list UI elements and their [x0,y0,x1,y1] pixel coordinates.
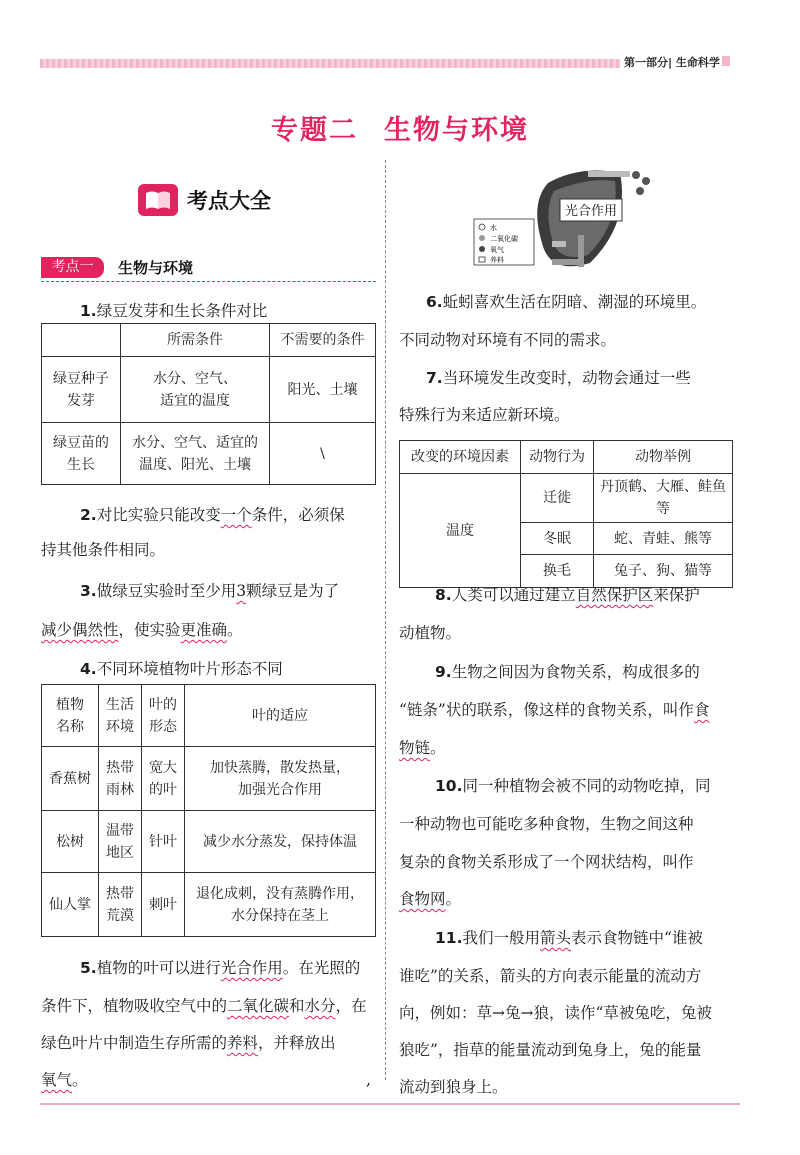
table-cell: 加快蒸腾，散发热量， 加强光合作用 [185,747,376,811]
table-header-cell: 动物行为 [521,441,594,474]
table-cell: 热带 雨林 [99,747,142,811]
kaodian-tag: 考点一 [41,257,104,278]
table-cell: 刺叶 [142,873,185,937]
item-2-line-2: 持其他条件相同。 [41,541,166,559]
table-header-cell: 动物举例 [594,441,733,474]
footer-line [40,1103,740,1105]
item-2-line-1: 2.对比实验只能改变一个条件，必须保 [80,506,345,524]
item-6-line-2: 不同动物对环境有不同的需求。 [399,331,617,349]
table-header-cell: 所需条件 [121,324,270,357]
item-6-line-1: 6.蚯蚓喜欢生活在阴暗、潮湿的环境里。 [426,293,707,311]
stray-mark: , [366,1071,371,1089]
item-9-line-3: 物链。 [399,739,446,757]
header-decor-bar [40,59,620,68]
item-9-line-2: “链条”状的联系，像这样的食物关系，叫作食 [399,701,710,719]
page-title: 专题二 生物与环境 [271,115,529,146]
item-11-line-1: 11.我们一般用箭头表示食物链中“谁被 [435,929,703,947]
item-10-line-3: 复杂的食物关系形成了一个网状结构，叫作 [399,853,694,871]
section-badge-label: 考点大全 [187,189,271,213]
legend-item: 养料 [490,256,504,264]
legend-item: 二氧化碳 [490,235,518,243]
table-cell: 退化成刺，没有蒸腾作用， 水分保持在茎上 [185,873,376,937]
header-decor-block [722,56,730,66]
table-cell: 减少水分蒸发，保持体温 [185,811,376,873]
table-row [42,811,376,873]
kaodian-title: 生物与环境 [118,259,194,277]
book-icon [138,184,178,216]
table-header-row [42,685,376,747]
table-cell: 蛇、青蛙、熊等 [594,523,733,555]
table-cell: 香蕉树 [42,747,99,811]
table-animal-behavior [399,440,733,588]
table-cell: 绿豆苗的 生长 [42,423,121,485]
item-10-line-1: 10.同一种植物会被不同的动物吃掉，同 [435,777,711,795]
table-leaf [41,684,376,937]
item-10-line-2: 一种动物也可能吃多种食物，生物之间这种 [399,815,694,833]
table-cell: 针叶 [142,811,185,873]
legend-item: 氧气 [490,246,504,254]
column-divider [385,160,386,1080]
table-header-cell: 不需要的条件 [270,324,376,357]
table-cell: 水分、空气、适宜的 温度、阳光、土壤 [121,423,270,485]
item-3-line-2: 减少偶然性，使实验更准确。 [41,621,243,639]
table-header-cell: 生活 环境 [99,685,142,747]
item-7-line-1: 7.当环境发生改变时，动物会通过一些 [426,369,691,387]
table-row [42,357,376,423]
table-cell: 冬眠 [521,523,594,555]
table-cell: 丹顶鹤、大雁、鲑鱼等 [594,474,733,523]
table-cell: 宽大 的叶 [142,747,185,811]
table-row [42,747,376,811]
item-4: 4.不同环境植物叶片形态不同 [80,660,283,678]
table-row [42,423,376,485]
kaodian-underline [41,281,376,282]
item-5-line-4: 氧气。 [41,1071,88,1089]
item-8-line-2: 动植物。 [399,624,462,642]
item-11-line-5: 流动到狼身上。 [399,1078,508,1096]
table-header-cell [42,324,121,357]
legend-item: 水 [490,224,497,232]
table-header-cell: 叶的适应 [185,685,376,747]
table-header-row [42,324,376,357]
table-mungbean [41,323,376,485]
table-cell: \ [270,423,376,485]
table-header-cell: 改变的环境因素 [400,441,521,474]
table-cell: 兔子、狗、猫等 [594,555,733,588]
diagram-label: 光合作用 [564,204,618,219]
table-row [400,474,733,523]
item-5-line-2: 条件下，植物吸收空气中的二氧化碳和水分，在 [41,997,367,1015]
header-section: 第一部分| 生命科学 [624,56,720,69]
table-cell: 热带 荒漠 [99,873,142,937]
table-cell: 阳光、土壤 [270,357,376,423]
table-cell: 温带 地区 [99,811,142,873]
table-cell: 松树 [42,811,99,873]
photosynthesis-diagram [470,163,660,275]
item-11-line-4: 狼吃”，指草的能量流动到兔身上，兔的能量 [399,1041,702,1059]
item-9-line-1: 9.生物之间因为食物关系，构成很多的 [435,663,700,681]
table-row [42,873,376,937]
item-3-line-1: 3.做绿豆实验时至少用3颗绿豆是为了 [80,582,340,600]
table-header-cell: 叶的 形态 [142,685,185,747]
item-8-line-1: 8.人类可以通过建立自然保护区来保护 [435,586,700,604]
table-cell: 换毛 [521,555,594,588]
item-1: 1.绿豆发芽和生长条件对比 [80,302,268,320]
item-5-line-3: 绿色叶片中制造生存所需的养料，并释放出 [41,1034,336,1052]
item-11-line-2: 谁吃”的关系，箭头的方向表示能量的流动方 [399,967,702,985]
table-cell: 水分、空气、 适宜的温度 [121,357,270,423]
item-5-line-1: 5.植物的叶可以进行光合作用。在光照的 [80,959,361,977]
table-cell: 绿豆种子 发芽 [42,357,121,423]
item-10-line-4: 食物网。 [399,890,462,908]
table-cell: 仙人掌 [42,873,99,937]
item-7-line-2: 特殊行为来适应新环境。 [399,406,570,424]
table-cell: 迁徙 [521,474,594,523]
table-cell: 温度 [400,474,521,588]
table-header-cell: 植物 名称 [42,685,99,747]
item-11-line-3: 向，例如：草→兔→狼，读作“草被兔吃，兔被 [399,1004,712,1022]
table-header-row [400,441,733,474]
